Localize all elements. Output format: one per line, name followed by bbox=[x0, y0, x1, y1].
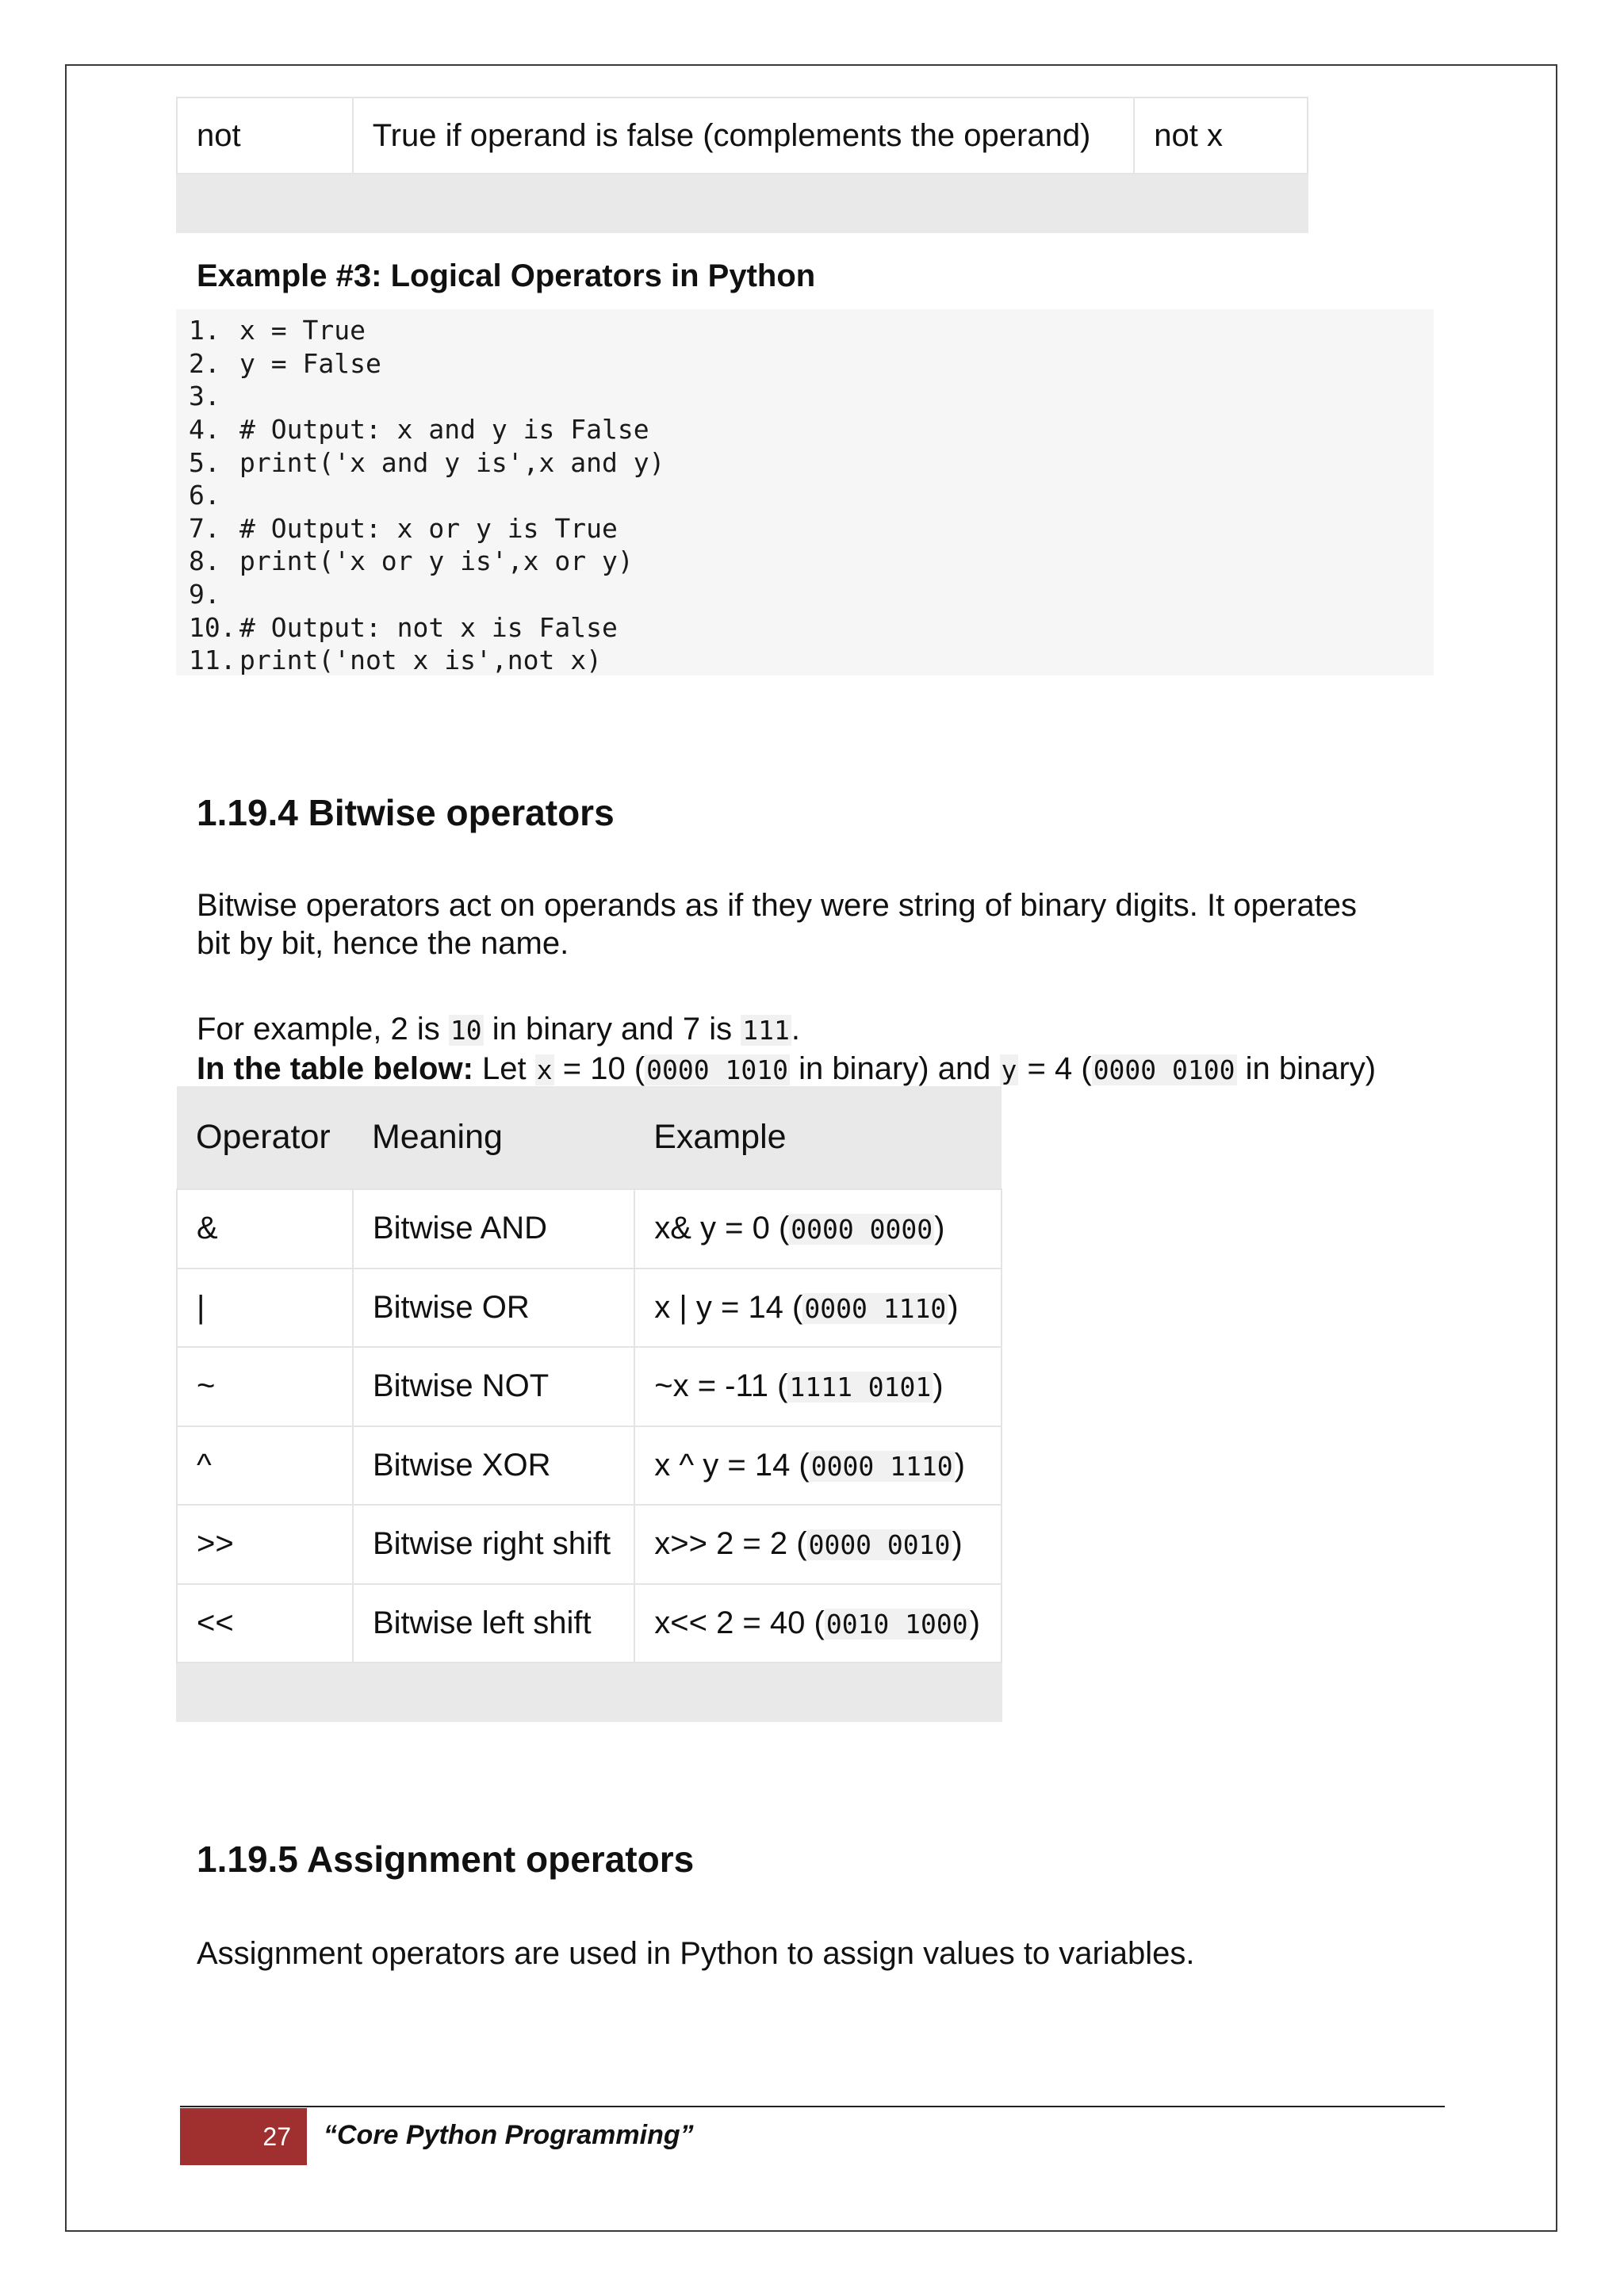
assignment-heading: 1.19.5 Assignment operators bbox=[197, 1839, 695, 1880]
column-header-meaning: Meaning bbox=[353, 1086, 634, 1189]
bitwise-example-text bbox=[197, 1010, 1434, 1089]
bitwise-intro-line1: Bitwise operators act on operands as if they were string of binary digits. It operates bbox=[197, 888, 1357, 923]
code-line bbox=[176, 644, 1434, 677]
code-line-text: print('not x is',not x) bbox=[239, 645, 602, 676]
inline-code: 111 bbox=[742, 1015, 790, 1046]
code-line-number: 8. bbox=[189, 545, 220, 577]
table-cell-operator: >> bbox=[177, 1505, 353, 1584]
inline-code: 0000 0010 bbox=[808, 1529, 951, 1561]
table-cell-example: not x bbox=[1134, 98, 1308, 174]
footer-divider bbox=[180, 2106, 1445, 2107]
code-line bbox=[176, 314, 1434, 347]
code-line-number: 6. bbox=[189, 480, 220, 511]
table-header-row bbox=[177, 1086, 1002, 1189]
table-cell-meaning: Bitwise AND bbox=[353, 1189, 634, 1269]
bitwise-heading: 1.19.4 Bitwise operators bbox=[197, 792, 615, 833]
inline-code: 0000 0000 bbox=[791, 1214, 933, 1246]
code-line-number: 7. bbox=[189, 512, 220, 544]
inline-code: 0000 1010 bbox=[646, 1054, 788, 1085]
code-line bbox=[176, 446, 1434, 479]
table-row bbox=[177, 1189, 1002, 1269]
code-line-number: 3. bbox=[189, 381, 220, 412]
code-line bbox=[176, 610, 1434, 644]
bitwise-operators-table bbox=[176, 1086, 1002, 1722]
code-line-text: print('x or y is',x or y) bbox=[239, 545, 634, 577]
inline-code: y bbox=[1001, 1054, 1017, 1085]
code-line-number: 9. bbox=[189, 579, 220, 610]
logical-operators-table bbox=[176, 97, 1308, 233]
table-cell-operator: & bbox=[177, 1189, 353, 1269]
code-line bbox=[176, 545, 1434, 578]
table-footer-row bbox=[177, 1663, 1002, 1721]
table-cell-operator: not bbox=[177, 98, 353, 174]
table-cell-example: x>> 2 = 2 (0000 0010) bbox=[634, 1505, 1002, 1584]
code-line bbox=[176, 479, 1434, 512]
table-cell-operator: << bbox=[177, 1584, 353, 1663]
table-cell-example: x | y = 14 (0000 1110) bbox=[634, 1269, 1002, 1348]
code-line-number: 1. bbox=[189, 315, 220, 346]
code-line bbox=[176, 512, 1434, 545]
table-footer-row bbox=[177, 174, 1308, 232]
footer-book-title: “Core Python Programming” bbox=[324, 2120, 694, 2150]
page-number: 27 bbox=[180, 2108, 307, 2165]
table-cell-example: x<< 2 = 40 (0010 1000) bbox=[634, 1584, 1002, 1663]
table-row bbox=[177, 1426, 1002, 1506]
code-line-number: 5. bbox=[189, 446, 220, 478]
inline-code: 0000 1110 bbox=[810, 1450, 953, 1482]
inline-code: 0010 1000 bbox=[825, 1608, 968, 1640]
code-line-text: y = False bbox=[239, 347, 381, 379]
table-cell-meaning: True if operand is false (complements the operand) bbox=[353, 98, 1135, 174]
code-line-text: x = True bbox=[239, 315, 366, 346]
table-cell-meaning: Bitwise NOT bbox=[353, 1347, 634, 1426]
table-cell-example: ~x = -11 (1111 0101) bbox=[634, 1347, 1002, 1426]
table-row bbox=[177, 1347, 1002, 1426]
bitwise-intro bbox=[197, 886, 1434, 962]
table-cell-operator: ^ bbox=[177, 1426, 353, 1506]
code-line bbox=[176, 413, 1434, 446]
table-cell-meaning: Bitwise right shift bbox=[353, 1505, 634, 1584]
code-line bbox=[176, 347, 1434, 381]
inline-code: 0000 0100 bbox=[1093, 1054, 1235, 1085]
inline-code: 10 bbox=[450, 1015, 482, 1046]
code-line-number: 2. bbox=[189, 347, 220, 379]
code-line-number: 10. bbox=[189, 611, 236, 643]
table-cell-meaning: Bitwise XOR bbox=[353, 1426, 634, 1506]
assignment-intro: Assignment operators are used in Python to assign values to variables. bbox=[197, 1936, 1195, 1971]
code-line-text: # Output: x and y is False bbox=[239, 414, 649, 446]
table-cell-meaning: Bitwise OR bbox=[353, 1269, 634, 1348]
code-block bbox=[176, 309, 1434, 675]
table-row bbox=[177, 1584, 1002, 1663]
table-note-line: In the table below: Let x = 10 (0000 1010 in binary) and y = 4 (0000 0100 in binary) bbox=[197, 1051, 1377, 1086]
table-row bbox=[177, 1269, 1002, 1348]
table-cell-example: x& y = 0 (0000 0000) bbox=[634, 1189, 1002, 1269]
table-cell-meaning: Bitwise left shift bbox=[353, 1584, 634, 1663]
inline-code: 0000 1110 bbox=[804, 1292, 947, 1324]
inline-code: 1111 0101 bbox=[789, 1372, 932, 1403]
table-row bbox=[177, 98, 1308, 174]
column-header-example: Example bbox=[634, 1086, 1002, 1189]
binary-example-line: For example, 2 is 10 in binary and 7 is 111. bbox=[197, 1012, 801, 1047]
example-title: Example #3: Logical Operators in Python bbox=[197, 258, 816, 293]
code-line-number: 4. bbox=[189, 414, 220, 446]
code-line-number: 11. bbox=[189, 645, 236, 676]
inline-code: x bbox=[536, 1054, 553, 1085]
bitwise-intro-line2: bit by bit, hence the name. bbox=[197, 926, 569, 961]
code-line-text: print('x and y is',x and y) bbox=[239, 446, 665, 478]
table-cell-operator: | bbox=[177, 1269, 353, 1348]
table-cell-example: x ^ y = 14 (0000 1110) bbox=[634, 1426, 1002, 1506]
code-line bbox=[176, 578, 1434, 611]
code-line-text: # Output: not x is False bbox=[239, 611, 618, 643]
table-cell-operator: ~ bbox=[177, 1347, 353, 1426]
code-line bbox=[176, 380, 1434, 413]
table-row bbox=[177, 1505, 1002, 1584]
column-header-operator: Operator bbox=[177, 1086, 353, 1189]
code-line-text: # Output: x or y is True bbox=[239, 512, 618, 544]
